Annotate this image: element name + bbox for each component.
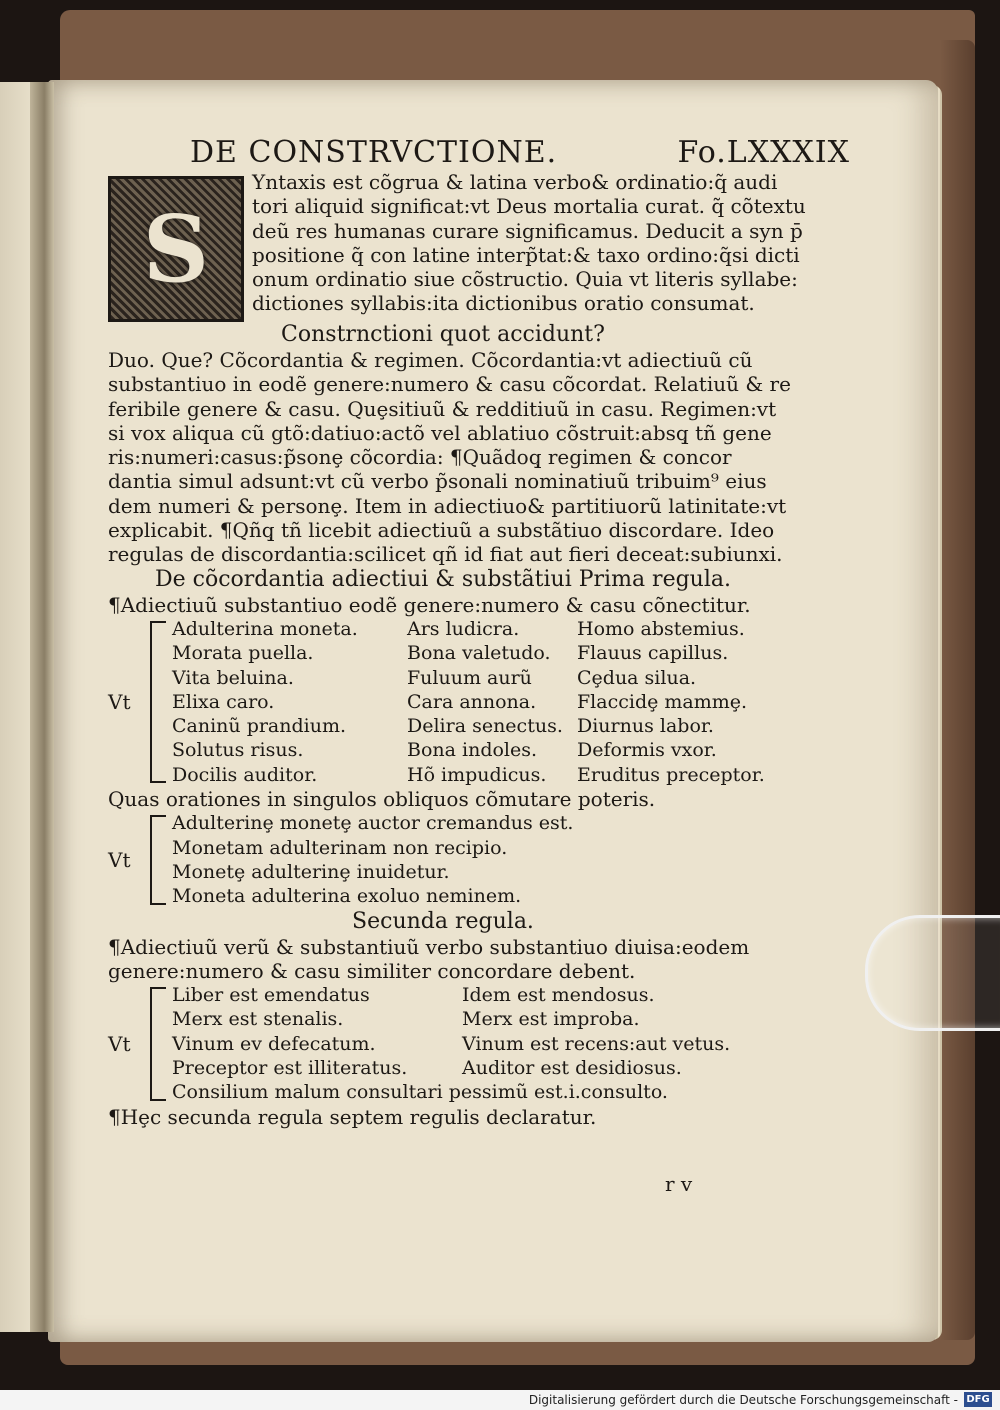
example-item: Merx est improba. (462, 1008, 640, 1031)
dfg-logo: DFG (964, 1392, 992, 1407)
text-line: onum ordinatio siue cõstructio. Quia vt literis syllabe: (252, 267, 798, 292)
example-item: Delira senectus. (407, 715, 563, 738)
header-title: DE CONSTRVCTIONE. (190, 135, 558, 170)
signature-mark: r v (665, 1172, 693, 1196)
example-list (108, 617, 778, 787)
example-item: Morata puella. (172, 642, 314, 665)
bracket (150, 815, 166, 904)
example-item: Hõ impudicus. (407, 763, 547, 786)
example-item: Preceptor est illiteratus. (172, 1057, 408, 1080)
example-item: Docilis auditor. (172, 763, 318, 786)
text-line: substantiuo in eodẽ genere:numero & casu cõcordat. Relatiuũ & re (108, 372, 791, 397)
example-item: Bona indoles. (407, 739, 538, 762)
example-item: Liber est emendatus (172, 984, 370, 1007)
text-line: ¶Hȩc secunda regula septem regulis declaratur. (108, 1104, 597, 1129)
page-clip (865, 915, 1000, 1031)
intro-lines (244, 170, 806, 322)
initial-letter: S (142, 195, 210, 303)
section-heading: Constrnctioni quot accidunt? (281, 322, 605, 347)
running-header (190, 135, 850, 170)
example-item: Cara annona. (407, 690, 537, 713)
text-line: dantia simul adsunt:vt cũ verbo p̃sonali nominatiuũ tribuim⁹ eius (108, 469, 767, 494)
bracket (150, 621, 166, 783)
text-line: feribile genere & casu. Quȩsitiuũ & redditiuũ in casu. Regimen:vt (108, 396, 777, 421)
example-item: Adulterina moneta. (172, 617, 358, 640)
example-list (108, 811, 778, 908)
example-item: Solutus risus. (172, 739, 304, 762)
example-item: Moneta adulterina exoluo neminem. (172, 885, 522, 908)
funding-notice: Digitalisierung gefördert durch die Deutsche Forschungsgemeinschaft - (528, 1393, 958, 1407)
example-item: Bona valetudo. (407, 642, 551, 665)
section-heading: De cõcordantia adiectiui & substãtiui Prima regula. (154, 566, 731, 592)
footer-bar (0, 1390, 1000, 1410)
example-item: Flaccidȩ mammȩ. (577, 690, 748, 713)
example-item: Flauus capillus. (577, 642, 729, 665)
body-paragraph (108, 348, 791, 567)
example-item: Vinum ev defecatum. (172, 1032, 376, 1055)
vt-marker: Vt (108, 690, 131, 714)
example-grid (172, 983, 742, 1104)
example-item: Vita beluina. (172, 666, 294, 689)
example-grid (172, 617, 782, 787)
text-line: tori aliquid significat:vt Deus mortalia curat. q̃ cõtextu (252, 194, 806, 219)
rule-text: genere:numero & casu similiter concordare debent. (108, 958, 636, 983)
folio-number: Fo.LXXXIX (677, 135, 850, 170)
text-line: positione q̃ con latine interp̃tat:& taxo ordino:q̃si dicti (252, 242, 800, 267)
text-line: Yntaxis est cõgrua & latina verbo& ordinatio:q̃ audi (252, 170, 778, 194)
example-item: Homo abstemius. (577, 617, 745, 640)
example-item (462, 1080, 742, 1104)
decorated-initial (108, 176, 244, 322)
page-text (108, 135, 850, 1129)
text-line: ris:numeri:casus:p̃sonȩ cõcordia: ¶Quãdoq̧ regimen & concor (108, 445, 732, 470)
example-item: Consilium malum consultari pessimũ est.i.consulto. (172, 1081, 668, 1104)
text-line: Duo. Que? Cõcordantia & regimen. Cõcordantia:vt adiectiuũ cũ (108, 348, 753, 372)
example-item: Merx est stenalis. (172, 1008, 344, 1031)
text-line: dictiones syllabis:ita dictionibus oratio consumat. (252, 291, 755, 316)
example-item: Auditor est desidiosus. (462, 1057, 682, 1080)
example-item: Caninũ prandium. (172, 715, 347, 738)
example-item: Vinum est recens:aut vetus. (462, 1032, 731, 1055)
cover-edge (940, 40, 975, 1340)
example-item: Eruditus preceptor. (577, 763, 765, 786)
rule-text: ¶Adiectiuũ verũ & substantiuũ verbo substantiuo diuisa:eodem (108, 934, 750, 959)
example-item: Idem est mendosus. (462, 984, 655, 1007)
text-line: si vox aliqua cũ gtõ:datiuo:actõ vel ablatiuo cõstruit:absq̧ tñ gene (108, 420, 772, 445)
example-column (172, 811, 573, 908)
example-item: Monetȩ adulterinȩ inuidetur. (172, 860, 450, 883)
example-list (108, 983, 778, 1104)
text-line: dem numeri & personȩ. Item in adiectiuo& partitiuorũ latinitate:vt (108, 493, 787, 518)
example-item: Adulterinȩ monetȩ auctor cremandus est. (172, 812, 574, 835)
bracket (150, 987, 166, 1100)
text-line: deũ res humanas curare significamus. Deducit a syn p̄ (252, 218, 803, 243)
example-item: Ars ludicra. (407, 617, 520, 640)
example-item: Cȩdua silua. (577, 666, 697, 689)
vt-marker: Vt (108, 1031, 131, 1056)
text-line: Quas orationes in singulos obliquos cõmutare poteris. (108, 787, 656, 812)
section-heading: Secunda regula. (352, 908, 534, 934)
example-item: Monetam adulterinam non recipio. (172, 836, 508, 859)
example-item: Deformis vxor. (577, 739, 717, 762)
vt-marker: Vt (108, 847, 131, 872)
text-line: explicabit. ¶Qñq̧ tñ licebit adiectiuũ a substãtiuo discordare. Ideo (108, 518, 775, 543)
text-line: regulas de discordantia:scilicet qñ id fiat aut fieri deceat:subiunxi. (108, 542, 783, 567)
rule-text: ¶Adiectiuũ substantiuo eodẽ genere:numero & casu cõnectitur. (108, 592, 751, 617)
example-item: Fuluum aurũ (407, 666, 532, 689)
example-item: Diurnus labor. (577, 715, 714, 738)
example-item: Elixa caro. (172, 690, 275, 713)
gutter (30, 82, 54, 1332)
intro-paragraph (108, 170, 806, 322)
